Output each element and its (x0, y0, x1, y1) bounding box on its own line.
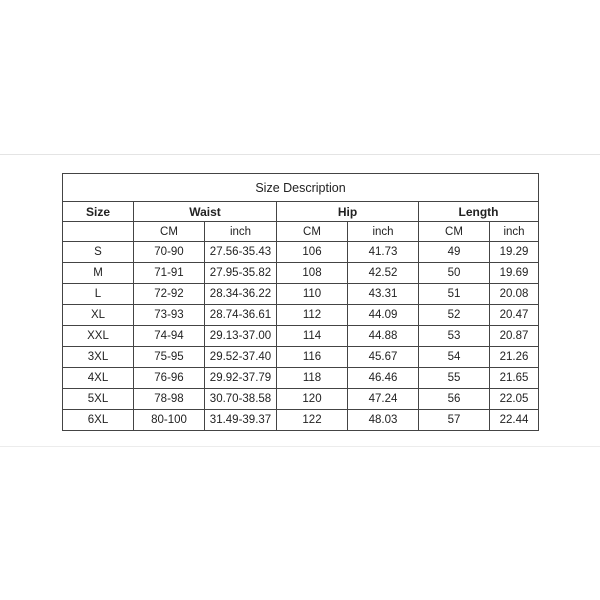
table-cell: 21.65 (490, 368, 539, 389)
size-label-cell: 5XL (63, 389, 134, 410)
divider-line (0, 154, 600, 155)
table-row (63, 410, 539, 431)
table-cell: 120 (277, 389, 348, 410)
table-cell: 55 (419, 368, 490, 389)
table-cell: 30.70-38.58 (205, 389, 277, 410)
title-row (63, 174, 539, 202)
table-cell: 20.87 (490, 326, 539, 347)
table-cell: 21.26 (490, 347, 539, 368)
table-cell: 22.44 (490, 410, 539, 431)
table-cell: 29.13-37.00 (205, 326, 277, 347)
header-waist: Waist (134, 202, 277, 222)
table-cell: 108 (277, 263, 348, 284)
size-label-cell: 3XL (63, 347, 134, 368)
table-cell: 51 (419, 284, 490, 305)
table-cell: 19.69 (490, 263, 539, 284)
table-row (63, 326, 539, 347)
table-cell: 54 (419, 347, 490, 368)
table-cell: 74-94 (134, 326, 205, 347)
table-cell: 76-96 (134, 368, 205, 389)
size-label-cell: XXL (63, 326, 134, 347)
table-cell: 19.29 (490, 242, 539, 263)
table-cell: 22.05 (490, 389, 539, 410)
table-cell: 53 (419, 326, 490, 347)
table-cell: 72-92 (134, 284, 205, 305)
table-cell: 48.03 (348, 410, 419, 431)
unit-cell: inch (205, 222, 277, 242)
table-title: Size Description (63, 174, 539, 202)
table-cell: 78-98 (134, 389, 205, 410)
table-cell: 112 (277, 305, 348, 326)
unit-cell: CM (134, 222, 205, 242)
table-cell: 29.52-37.40 (205, 347, 277, 368)
table-cell: 56 (419, 389, 490, 410)
table-cell: 71-91 (134, 263, 205, 284)
table-cell: 122 (277, 410, 348, 431)
table-row (63, 284, 539, 305)
unit-cell: CM (419, 222, 490, 242)
table-cell: 31.49-39.37 (205, 410, 277, 431)
header-hip: Hip (277, 202, 419, 222)
table-cell: 70-90 (134, 242, 205, 263)
table-body (63, 242, 539, 431)
header-length: Length (419, 202, 539, 222)
size-label-cell: 4XL (63, 368, 134, 389)
table-cell: 49 (419, 242, 490, 263)
table-row (63, 305, 539, 326)
table-cell: 41.73 (348, 242, 419, 263)
table-cell: 28.74-36.61 (205, 305, 277, 326)
table-cell: 45.67 (348, 347, 419, 368)
unit-cell: inch (490, 222, 539, 242)
table-cell: 116 (277, 347, 348, 368)
table-cell: 114 (277, 326, 348, 347)
header-row (63, 202, 539, 222)
table-cell: 46.46 (348, 368, 419, 389)
size-label-cell: S (63, 242, 134, 263)
table-cell: 42.52 (348, 263, 419, 284)
table-row (63, 263, 539, 284)
size-label-cell: M (63, 263, 134, 284)
header-size: Size (63, 202, 134, 222)
table-cell: 29.92-37.79 (205, 368, 277, 389)
table-cell: 110 (277, 284, 348, 305)
table-cell: 28.34-36.22 (205, 284, 277, 305)
table-cell: 50 (419, 263, 490, 284)
table-cell: 20.08 (490, 284, 539, 305)
table-cell: 106 (277, 242, 348, 263)
unit-row (63, 222, 539, 242)
table-cell: 27.56-35.43 (205, 242, 277, 263)
table-row (63, 242, 539, 263)
table-cell: 43.31 (348, 284, 419, 305)
table-cell: 75-95 (134, 347, 205, 368)
size-chart-table (62, 173, 539, 431)
table-cell: 118 (277, 368, 348, 389)
size-label-cell: L (63, 284, 134, 305)
divider-line (0, 446, 600, 447)
size-label-cell: XL (63, 305, 134, 326)
table-cell: 20.47 (490, 305, 539, 326)
table-row (63, 389, 539, 410)
table-cell: 47.24 (348, 389, 419, 410)
table-cell: 73-93 (134, 305, 205, 326)
unit-cell-empty (63, 222, 134, 242)
unit-cell: CM (277, 222, 348, 242)
size-label-cell: 6XL (63, 410, 134, 431)
table-row (63, 368, 539, 389)
table-cell: 57 (419, 410, 490, 431)
table-cell: 44.09 (348, 305, 419, 326)
table-cell: 44.88 (348, 326, 419, 347)
table-row (63, 347, 539, 368)
table-cell: 80-100 (134, 410, 205, 431)
table-cell: 52 (419, 305, 490, 326)
table-cell: 27.95-35.82 (205, 263, 277, 284)
unit-cell: inch (348, 222, 419, 242)
